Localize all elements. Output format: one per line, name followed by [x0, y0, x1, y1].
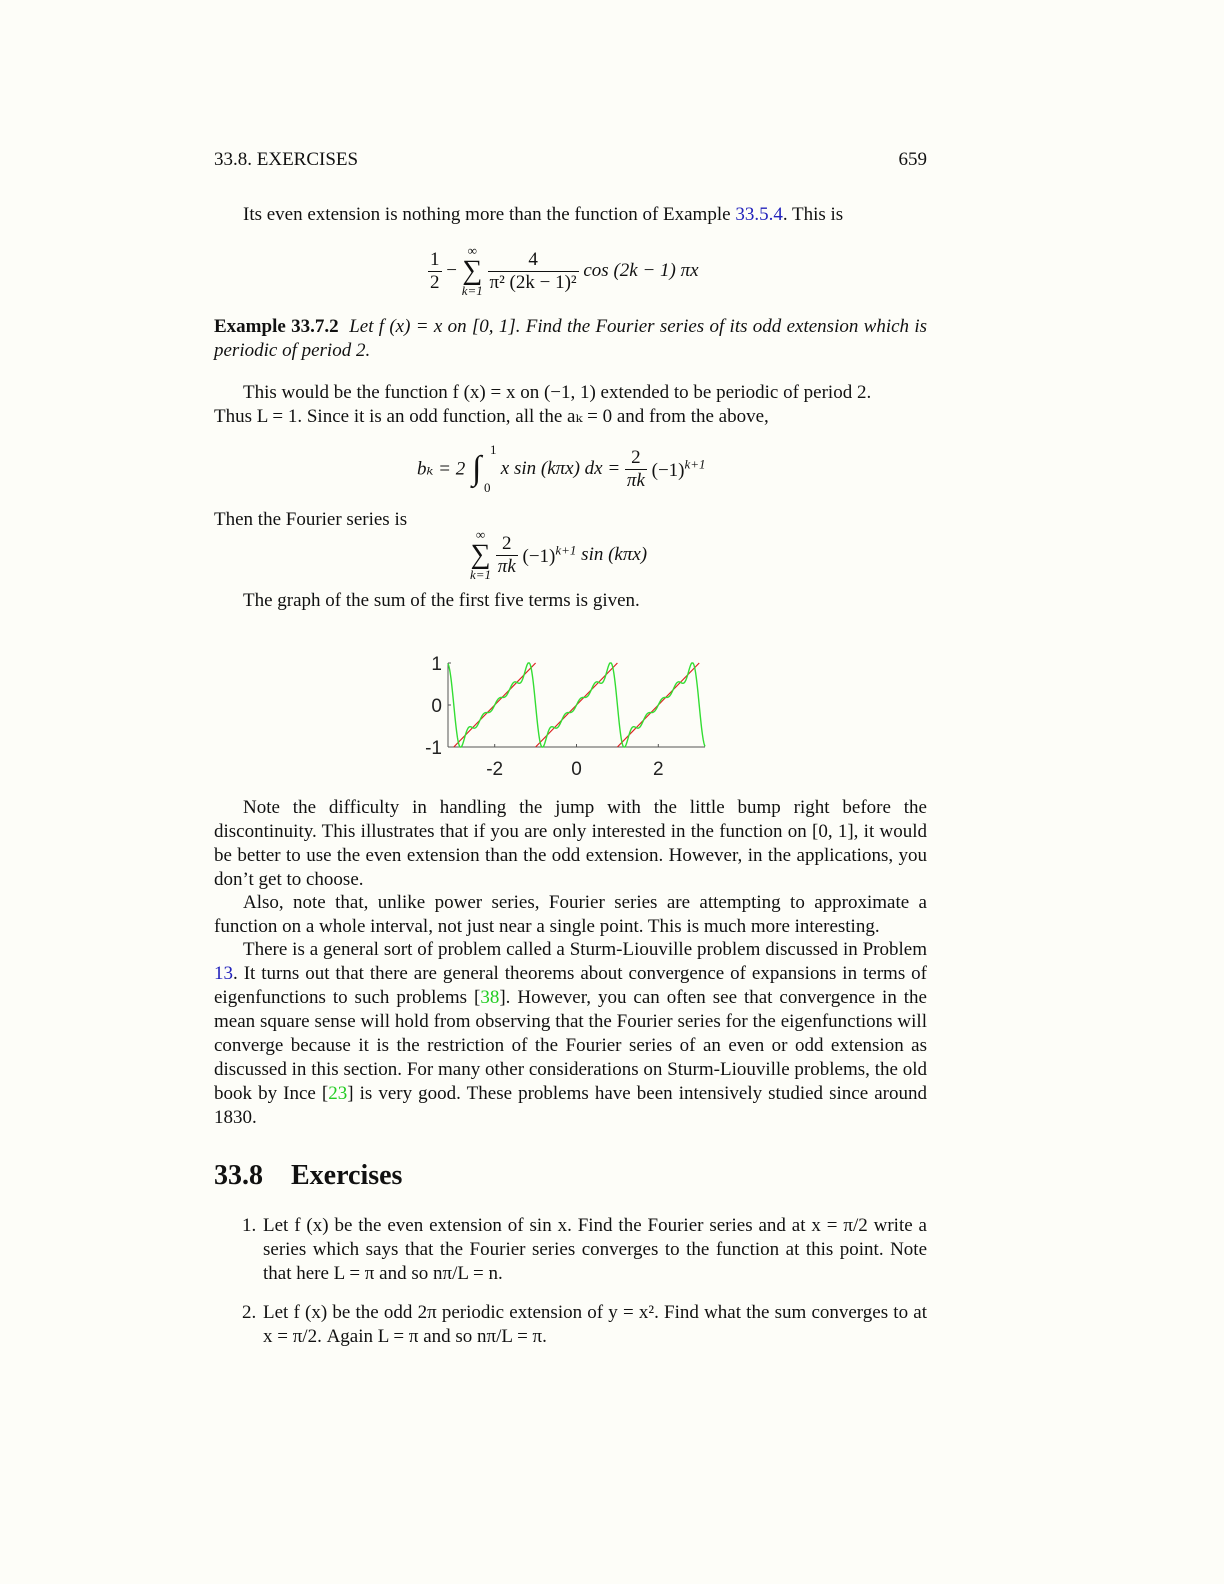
- summation: ∞ ∑ k=1: [470, 527, 492, 582]
- citation-link[interactable]: 23: [328, 1083, 348, 1104]
- fraction-half: $\frac{1}{2}$: [430, 248, 440, 293]
- section-title: Exercises: [291, 1160, 403, 1191]
- exercise-number: 2.: [242, 1302, 257, 1323]
- paragraph-power-series: Also, note that, unlike power series, Fourier series are attempting to approximate a function on a whole interval, not just near a single point. This is much more interesting.: [214, 892, 927, 937]
- section-number: 33.8: [214, 1160, 263, 1191]
- paragraph-line: Thus L = 1. Since it is an odd function, all the aₖ = 0 and from the above,: [214, 406, 769, 427]
- paragraph-line: This would be the function f (x) = x on (−1, 1) extended to be periodic of period 2.: [243, 382, 872, 403]
- example-label: Example 33.7.2: [214, 316, 339, 337]
- equation-even-extension: [428, 244, 699, 298]
- page-number: 659: [898, 149, 927, 170]
- fraction-coefficient: $\frac{4}{\text{π² (2k − 1)²}}$: [489, 248, 577, 293]
- x-tick-label: 2: [653, 759, 664, 780]
- partial-sum-curve: [448, 663, 705, 747]
- equation-bk: [417, 442, 706, 495]
- integrand: x sin (kπx) dx =: [500, 458, 621, 479]
- graph-caption: The graph of the sum of the first five terms is given.: [243, 590, 640, 611]
- exercise-list: [214, 1214, 927, 1364]
- exercise-text: Let f (x) be the odd 2π periodic extension of y = x². Find what the sum converges to at x = π/2. Again L = π and so nπ/L = π.: [263, 1302, 927, 1347]
- bk-lhs: bₖ = 2: [417, 458, 466, 480]
- running-header: 33.8. EXERCISES: [214, 149, 359, 170]
- then-text: Then the Fourier series is: [214, 509, 408, 530]
- example-statement: Let f (x) = x on [0, 1]. Find the Fourier series of its odd extension which is periodic of period 2.: [214, 316, 928, 361]
- y-tick-label: 0: [431, 696, 442, 717]
- exercise-item: [214, 1301, 927, 1349]
- fourier-partial-sum-chart: [405, 645, 725, 785]
- section-heading: [214, 1160, 402, 1192]
- summation: ∞ ∑ k=1: [461, 243, 483, 298]
- intro-paragraph: [243, 203, 927, 227]
- sign-factor: $(-1)^{k+1}$: [522, 542, 577, 567]
- equation-fourier-series: [470, 528, 647, 582]
- sine-term: sin (kπx): [581, 544, 648, 565]
- x-tick-label: -2: [486, 759, 504, 780]
- y-tick-label: 1: [431, 654, 442, 675]
- x-tick-label: 0: [571, 759, 582, 780]
- exercise-number: 1.: [242, 1215, 257, 1236]
- y-tick-label: -1: [425, 738, 442, 759]
- example-block: [214, 315, 927, 363]
- citation-link[interactable]: 38: [480, 987, 500, 1008]
- paragraph-jump-note: Note the difficulty in handling the jump with the little bump right before the discontinuity. This illustrates that if you are only interested in the function on [0, 1], it would be better to use the even extension than the odd extension. However, in the applications, you don’t get to choose.: [214, 797, 927, 890]
- problem-link[interactable]: 13: [214, 963, 233, 984]
- exercise-text: Let f (x) be the even extension of sin x. Find the Fourier series and at x = π/2 write a series which says that the Fourier series converges to the function at this point. Note that here L = π and so nπ/L = n.: [263, 1215, 927, 1284]
- exercise-item: [214, 1214, 927, 1286]
- minus-sign: −: [446, 260, 457, 281]
- cosine-term: cos (2k − 1) πx: [583, 260, 699, 281]
- intro-text: Its even extension is nothing more than the function of Example: [243, 204, 736, 225]
- example-link[interactable]: 33.5.4: [735, 204, 783, 225]
- paragraph-sturm-liouville: There is a general sort of problem called a Sturm-Liouville problem discussed in Problem 13. It turns out that there are general theorems about convergence of expansions in terms of eigenfunctions to such problems [38]. However, you can often see that convergence in the mean square sense will hold from observing that the Fourier series for the eigenfunctions will converge because it is the restriction of the Fourier series of an even or odd extension as discussed in this section. For many other considerations on Sturm-Liouville problems, the old book by Ince [23] is very good. These problems have been intensively studied since around 1830.: [214, 939, 927, 1128]
- fraction-2-over-pik: $\frac{2}{\pi k}$: [626, 446, 645, 491]
- chart-marks: [448, 663, 705, 747]
- integral-sign: ∫ 1 0: [472, 442, 497, 495]
- sign-factor: $(-1)^{k+1}$: [651, 456, 706, 481]
- fraction-2-over-pik: $\frac{2}{\pi k}$: [497, 532, 516, 577]
- intro-text-end: . This is: [782, 204, 844, 225]
